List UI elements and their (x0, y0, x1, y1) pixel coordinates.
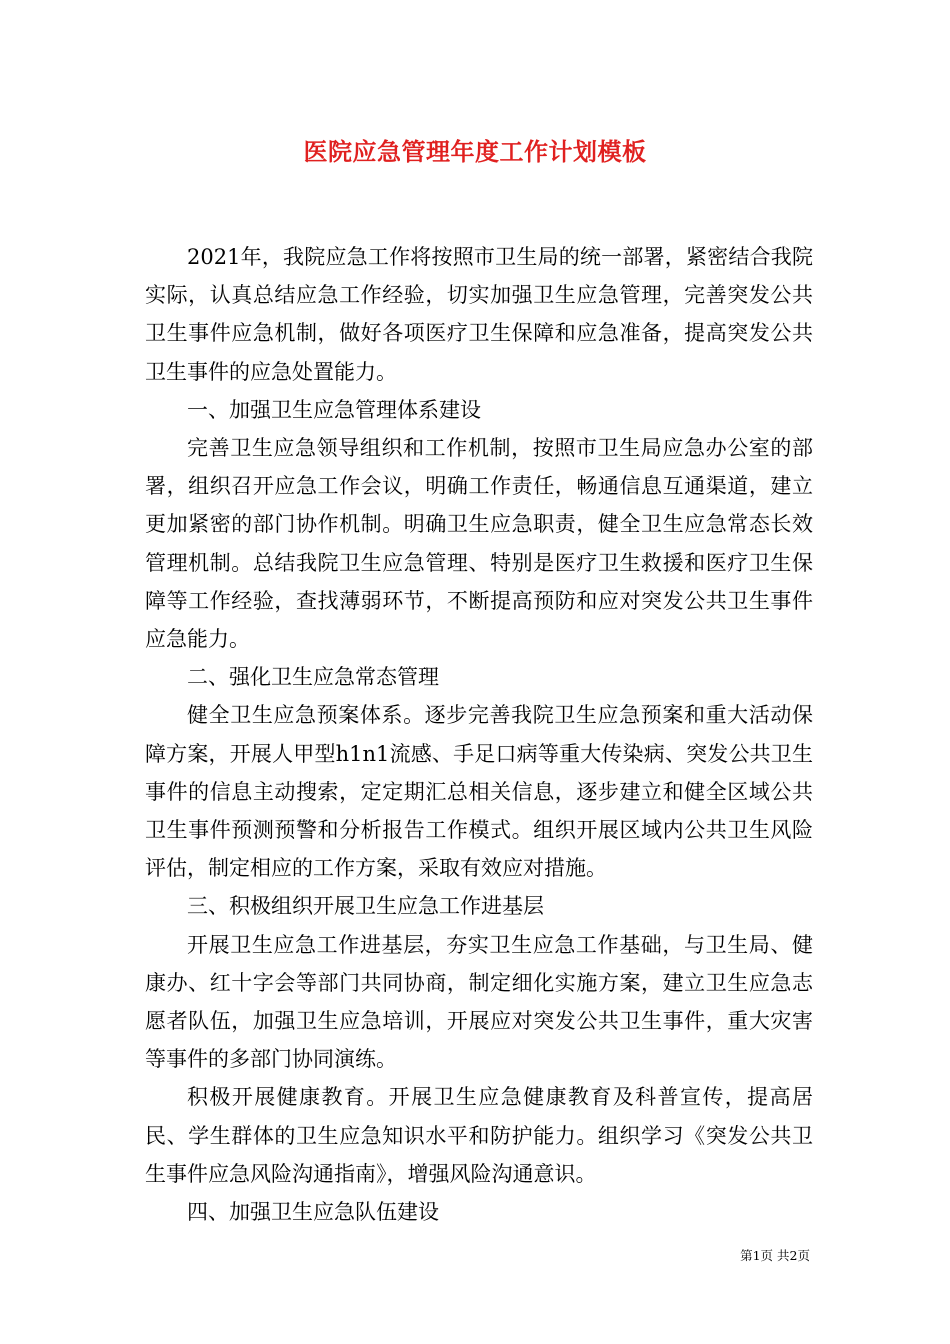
section-1-paragraph: 完善卫生应急领导组织和工作机制，按照市卫生局应急办公室的部署，组织召开应急工作会议，明确工作责任，畅通信息互通渠道，建立更加紧密的部门协作机制。明确卫生应急职责，健全卫生应急常态长效管理机制。总结我院卫生应急管理、特别是医疗卫生救援和医疗卫生保障等工作经验，查找薄弱环节，不断提高预防和应对突发公共卫生事件应急能力。 (145, 436, 813, 652)
document-title: 医院应急管理年度工作计划模板 (303, 137, 647, 166)
document-body (145, 238, 813, 1231)
section-3-paragraph-2: 积极开展健康教育。开展卫生应急健康教育及科普宣传，提高居民、学生群体的卫生应急知识水平和防护能力。组织学习《突发公共卫生事件应急风险沟通指南》，增强风险沟通意识。 (145, 1085, 813, 1186)
section-heading-4: 四、加强卫生应急队伍建设 (187, 1200, 439, 1225)
section-3-paragraph-1: 开展卫生应急工作进基层，夯实卫生应急工作基础，与卫生局、健康办、红十字会等部门共同协商，制定细化实施方案，建立卫生应急志愿者队伍，加强卫生应急培训，开展应对突发公共卫生事件，重大灾害等事件的多部门协同演练。 (145, 932, 813, 1072)
section-heading-2: 二、强化卫生应急常态管理 (187, 665, 439, 690)
section-2-paragraph: 健全卫生应急预案体系。逐步完善我院卫生应急预案和重大活动保障方案，开展人甲型h1n1流感、手足口病等重大传染病、突发公共卫生事件的信息主动搜索，定定期汇总相关信息，逐步建立和健全区域公共卫生事件预测预警和分析报告工作模式。组织开展区域内公共卫生风险评估，制定相应的工作方案，采取有效应对措施。 (145, 703, 813, 881)
intro-paragraph: 2021年，我院应急工作将按照市卫生局的统一部署，紧密结合我院实际，认真总结应急工作经验，切实加强卫生应急管理，完善突发公共卫生事件应急机制，做好各项医疗卫生保障和应急准备，提高突发公共卫生事件的应急处置能力。 (145, 245, 813, 384)
section-heading-3: 三、积极组织开展卫生应急工作进基层 (187, 894, 544, 919)
section-heading-1: 一、加强卫生应急管理体系建设 (187, 397, 481, 422)
page-number: 第1页 共2页 (740, 1248, 810, 1263)
